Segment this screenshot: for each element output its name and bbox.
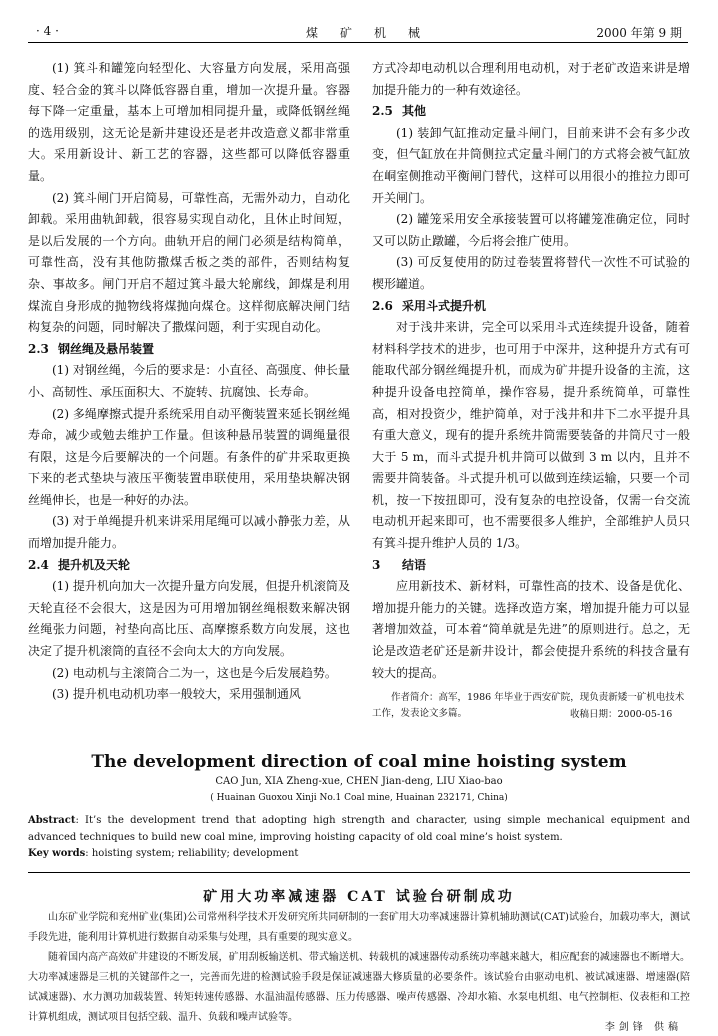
running-header: [28, 24, 688, 43]
issue-label: 2000 年第 9 期: [596, 26, 682, 40]
paragraph: (1) 提升机向加大一次提升量方向发展，但提升机滚筒及天轮直径不会很大，这是因为可用增加钢丝绳根数来解决钢丝绳张力问题，衬垫向高比压、高摩擦系数方向发展，这也决定了提升机滚筒的直径不会向太大的方向发展。: [28, 579, 350, 659]
paragraph: (1) 装卸气缸推动定量斗闸门，目前来讲不会有多少改变，但气缸放在井筒侧拉式定量斗闸门的方式将会被气缸放在峒室侧推动平衡闸门替代，这样可以用很小的推拉力即可开关闸门。: [372, 125, 690, 205]
news-paragraph: 随着国内高产高效矿井建设的不断发展，矿用刮板输送机、带式输送机、转载机的减速器传动系统功率越来越大，相应配套的减速器也不断增大。大功率减速器是三机的关键部件之一，完善而先进的检测试验手段是保证减速器大修质量的必要条件。该试验台由驱动电机、被试减速器、增速器(陪试减速器)、水力测功加载装置、转矩转速传感器、水温油温传感器、压力传感器、噪声传感器、冷却水箱、水泵电机组、电气控制柜、仪表柜和工控计算机组成，测试项目包括空载、温升、负载和噪声试验等。: [28, 952, 690, 1023]
section-heading: [372, 101, 690, 123]
section-heading: [28, 555, 350, 577]
section-title: 提升机及天轮: [58, 557, 131, 572]
journal-name: 煤矿机械: [306, 26, 443, 40]
abstract-text: It’s the development trend that adopting high strength and character, using simple mechanical equipment and advanced techniques to build new coal mine, improving hoisting capacity of old coal mine’s hoist system.: [28, 815, 690, 843]
abstract-label: Abstract: [28, 815, 76, 826]
received-date: 收稿日期：2000-05-16: [570, 709, 673, 720]
paragraph: (1) 对钢丝绳，今后的要求是：小直径、高强度、伸长量小、高韧性、承压面积大、不旋转、抗腐蚀、长寿命。: [28, 363, 350, 399]
paragraph: 对于浅井来讲，完全可以采用斗式连续提升设备，随着材料科学技术的进步，也可用于中深井，这种提升方式有可能取代部分钢丝绳提升机，而成为矿井提升设备的主流，这种提升设备电控简单，操作容易，提升系统简单，可靠性高，相对投资少，维护简单，对于浅井和井下二水平提升具有重大意义，现有的提升系统井筒需要装备的井筒尺寸一般大于 5 m，而斗式提升机井筒可以做到 3 m 以内，且并不需要井筒装备。斗式提升机可以做到连续运输，只要一个司机，按一下按扭即可，没有复杂的电控设备，仅需一台交流电动机开起来即可，也不需要很多人维护，全部维护人员只有箕斗提升维护人员的 1/3。: [372, 320, 690, 551]
section-number: 2.5: [372, 104, 393, 119]
paragraph: (2) 多绳摩擦式提升系统采用自动平衡装置来延长钢丝绳寿命，减少或勉去维护工作量。但该种悬吊装置的调绳量很有限，这是今后要解决的一个问题。有条件的矿井采取更换下来的老式垫块与液压平衡装置串联使用，采用垫块解决钢丝绳伸长，也是一种好的办法。: [28, 406, 350, 507]
left-column: [28, 58, 350, 706]
section-number: 3: [372, 557, 381, 572]
paragraph: 应用新技术、新材料，可靠性高的技术、设备是优化、增加提升能力的关键。选择改造方案，增加提升能力可以显著增加效益，可本着“简单就是先进”的原则进行。总之，无论是改造老矿还是新井设计，都会使提升系统的科技含量有较大的提高。: [372, 579, 690, 680]
section-title: 钢丝绳及悬吊装置: [58, 341, 155, 356]
right-column: [372, 58, 690, 722]
section-number: 2.6: [372, 298, 393, 313]
section-heading: [372, 296, 690, 318]
english-keywords: Key words: hoisting system; reliability; development: [28, 848, 299, 859]
paragraph: (3) 提升机电动机功率一般较大，采用强制通风: [52, 687, 301, 702]
news-title: 矿用大功率减速器 CAT 试验台研制成功: [203, 889, 515, 905]
section-divider: [28, 872, 690, 873]
english-abstract: Abstract: It’s the development trend that adopting high strength and character, using simple mechanical equipment and advanced techniques to build new coal mine, improving hoisting capacity of old coal mine’s hoist system.: [28, 815, 690, 843]
paragraph: (2) 罐笼采用安全承接装置可以将罐笼准确定位，同时又可以防止蹾罐，今后将会推广使用。: [372, 212, 690, 248]
paragraph: (3) 可反复使用的防过卷装置将替代一次性不可试验的楔形罐道。: [372, 255, 690, 291]
paragraph: 方式冷却电动机以合理利用电动机，对于老矿改造来讲是增加提升能力的一种有效途径。: [372, 61, 690, 97]
section-heading: [372, 555, 690, 577]
paragraph: (2) 电动机与主滚筒合二为一，这也是今后发展趋势。: [52, 665, 337, 680]
news-body: [28, 908, 690, 1028]
section-number: 2.3: [28, 341, 49, 356]
page-number: · 4 ·: [36, 24, 59, 38]
section-title: 其他: [402, 104, 427, 119]
section-number: 2.4: [28, 557, 49, 572]
paragraph: (2) 箕斗闸门开启简易，可靠性高，无需外动力，自动化卸载。采用曲轨卸载，很容易实现自动化，且休止时间短，是以后发展的一个方向。曲轨开启的闸门必须是结构简单，可靠性高，没有其他防撒煤舌板之类的部件，否则结构复杂、事故多。闸门开启不超过箕斗最大轮廓线，卸煤是利用煤流自身形成的抛物线将煤抛向煤仓。这样彻底解决闸门结构复杂的问题，同时解决了撒煤问题，利于实现自动化。: [28, 190, 350, 335]
author-note: 作者简介：高军，1986 年毕业于西安矿院，现负责新矮一矿机电技术工作，发表论文多篇。: [372, 692, 685, 720]
english-authors: CAO Jun, XIA Zheng-xue, CHEN Jian-deng, LIU Xiao-bao: [215, 776, 503, 787]
paragraph: (1) 箕斗和罐笼向轻型化、大容量方向发展，采用高强度、轻合金的箕斗以降低容器自重，增加一次提升量。容器每下降一定重量，基本上可增加相同提升量，或降低钢丝绳的选用级别，这无论是新井建设还是老井改造意义都非常重大。采用新设计、新工艺的容器，这些都可以降低容器重量。: [28, 61, 350, 183]
keywords-label: Key words: [28, 848, 86, 859]
paragraph: (3) 对于单绳提升机来讲采用尾绳可以减小静张力差，从而增加提升能力。: [28, 514, 350, 551]
english-affiliation: ( Huainan Guoxou Xinji No.1 Coal mine, Huainan 232171, China): [210, 793, 508, 803]
section-title: 采用斗式提升机: [402, 298, 487, 313]
keywords-text: hoisting system; reliability; development: [91, 848, 299, 859]
news-paragraph: 山东矿业学院和兖州矿业(集团)公司常州科学技术开发研究所共同研制的一套矿用大功率减速器计算机辅助测试(CAT)试验台，加载功率大，测试手段先进，能利用计算机进行数据自动采集与处理，具有重要的现实意义。: [28, 912, 690, 943]
news-signature: 李剑锋 供稿: [604, 1022, 682, 1033]
section-heading: [28, 339, 350, 361]
english-title: The development direction of coal mine hoisting system: [91, 752, 627, 772]
section-title: 结语: [402, 557, 427, 572]
